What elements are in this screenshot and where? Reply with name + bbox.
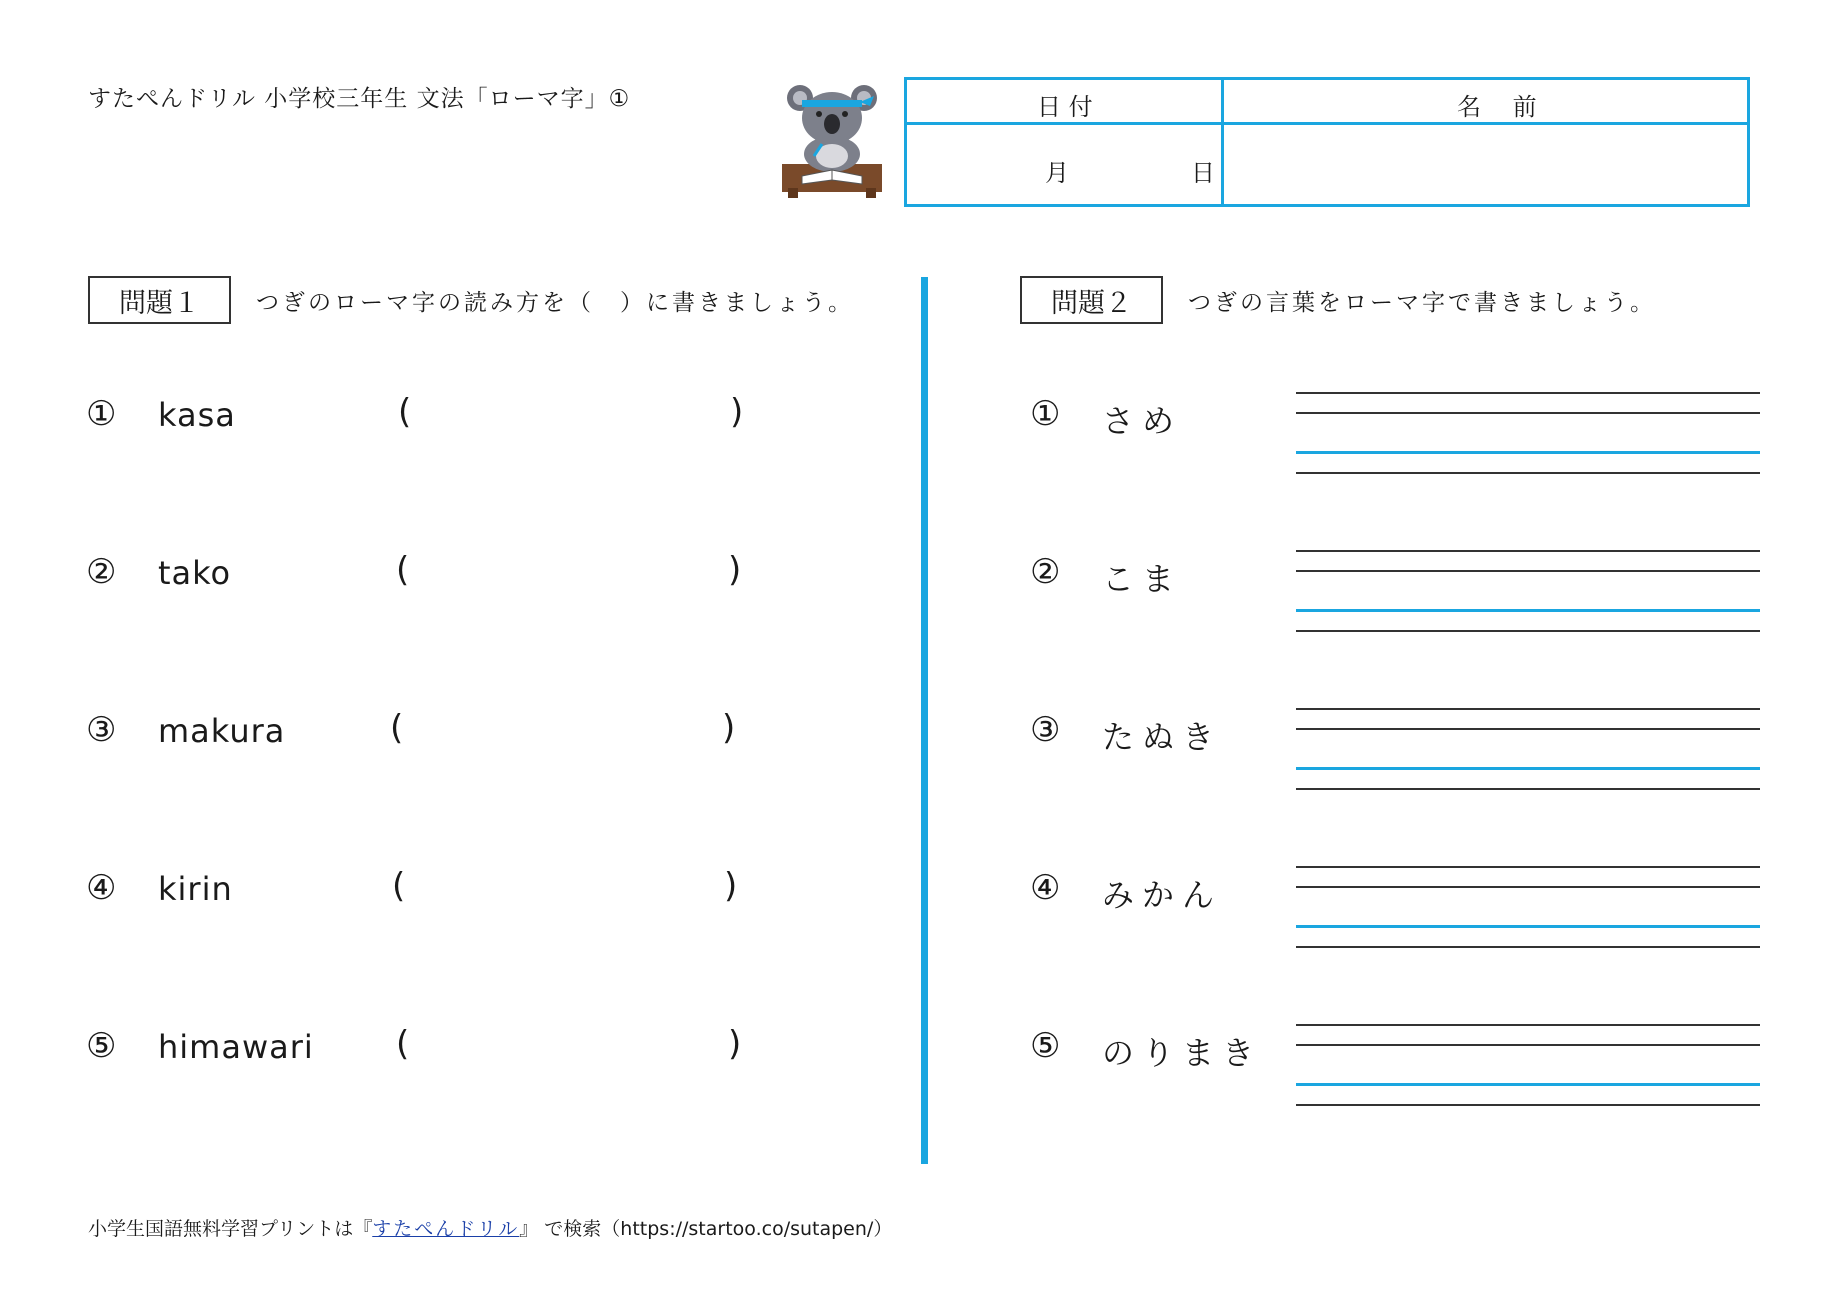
- answer-field[interactable]: [418, 1024, 718, 1068]
- close-paren: ): [730, 392, 744, 432]
- item-number: ④: [86, 868, 117, 908]
- answer-field[interactable]: [414, 866, 714, 910]
- romaji-word: kasa: [158, 396, 236, 434]
- open-paren: (: [396, 1024, 410, 1064]
- guide-line: [1296, 392, 1760, 394]
- guide-line: [1296, 728, 1760, 730]
- day-label: 日: [1191, 159, 1215, 187]
- guide-line: [1296, 472, 1760, 474]
- kana-word: みかん: [1102, 876, 1223, 914]
- guide-line: [1296, 1104, 1760, 1106]
- date-field[interactable]: [907, 125, 1221, 204]
- footer-prefix: 小学生国語無料学習プリントは『: [88, 1218, 373, 1240]
- romaji-word: tako: [158, 554, 232, 592]
- kana-word: たぬき: [1102, 718, 1223, 756]
- section2-instruction: つぎの言葉をローマ字で書きましょう。: [1188, 290, 1656, 316]
- writing-lines[interactable]: [1296, 1024, 1760, 1108]
- open-paren: (: [396, 550, 410, 590]
- date-name-table: [904, 77, 1750, 207]
- writing-lines[interactable]: [1296, 866, 1760, 950]
- close-paren: ): [722, 708, 736, 748]
- item-number: ③: [1030, 710, 1061, 750]
- guide-line: [1296, 412, 1760, 414]
- section2-label: 問題２: [1020, 276, 1163, 324]
- close-paren: ): [728, 550, 742, 590]
- answer-field[interactable]: [418, 550, 718, 594]
- worksheet-title: すたぺんドリル 小学校三年生 文法「ローマ字」①: [88, 86, 631, 112]
- kana-word: こま: [1102, 560, 1183, 598]
- name-header: 名 前: [1457, 93, 1549, 121]
- guide-line: [1296, 1024, 1760, 1026]
- guide-line: [1296, 886, 1760, 888]
- close-paren: ): [724, 866, 738, 906]
- item-number: ⑤: [1030, 1026, 1061, 1066]
- open-paren: (: [392, 866, 406, 906]
- romaji-word: makura: [158, 712, 286, 750]
- column-divider: [921, 277, 928, 1164]
- guide-line: [1296, 788, 1760, 790]
- answer-field[interactable]: [412, 708, 712, 752]
- writing-lines[interactable]: [1296, 392, 1760, 476]
- item-number: ①: [1030, 394, 1061, 434]
- section1-label: 問題１: [88, 276, 231, 324]
- guide-line: [1296, 570, 1760, 572]
- date-header: 日 付: [1037, 93, 1093, 121]
- guide-line: [1296, 630, 1760, 632]
- footer-note: [88, 1214, 892, 1241]
- guide-line: [1296, 946, 1760, 948]
- item-number: ①: [86, 394, 117, 434]
- writing-lines[interactable]: [1296, 550, 1760, 634]
- item-number: ⑤: [86, 1026, 117, 1066]
- koala-studying-illustration: [780, 84, 884, 200]
- guide-line: [1296, 708, 1760, 710]
- sutapen-drill-link[interactable]: すたぺんドリル: [372, 1218, 520, 1240]
- section1-instruction: つぎのローマ字の読み方を（ ）に書きましょう。: [256, 290, 854, 316]
- romaji-word: himawari: [158, 1028, 314, 1066]
- footer-suffix: 』 で検索（https://startoo.co/sutapen/）: [519, 1218, 893, 1240]
- open-paren: (: [390, 708, 404, 748]
- guide-line: [1296, 1044, 1760, 1046]
- baseline: [1296, 925, 1760, 928]
- item-number: ②: [1030, 552, 1061, 592]
- month-label: 月: [1045, 159, 1069, 187]
- baseline: [1296, 767, 1760, 770]
- open-paren: (: [398, 392, 412, 432]
- kana-word: のりまき: [1102, 1034, 1263, 1072]
- answer-field[interactable]: [420, 392, 720, 436]
- baseline: [1296, 1083, 1760, 1086]
- baseline: [1296, 451, 1760, 454]
- item-number: ③: [86, 710, 117, 750]
- kana-word: さめ: [1102, 402, 1183, 440]
- guide-line: [1296, 550, 1760, 552]
- item-number: ④: [1030, 868, 1061, 908]
- close-paren: ): [728, 1024, 742, 1064]
- item-number: ②: [86, 552, 117, 592]
- name-field[interactable]: [1224, 125, 1747, 204]
- guide-line: [1296, 866, 1760, 868]
- writing-lines[interactable]: [1296, 708, 1760, 792]
- romaji-word: kirin: [158, 870, 233, 908]
- baseline: [1296, 609, 1760, 612]
